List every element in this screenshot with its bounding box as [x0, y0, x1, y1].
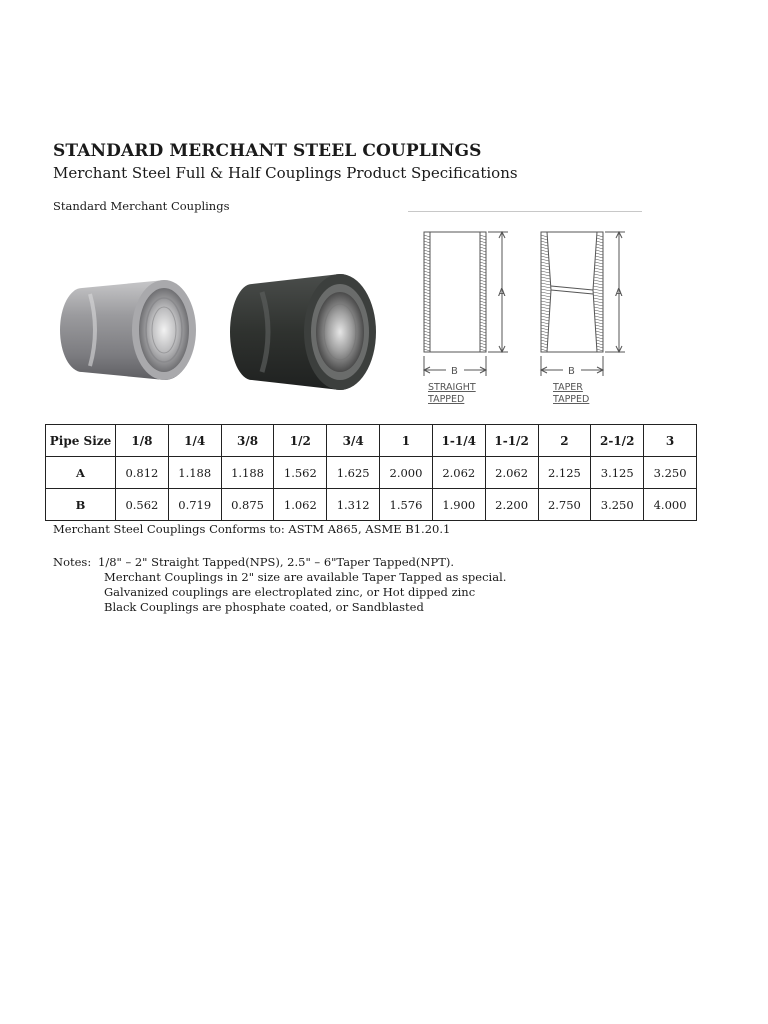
table-cell: 1.576 — [380, 489, 433, 521]
thread-line — [541, 280, 550, 282]
thread-line — [480, 349, 486, 351]
taper-dim-b-label: B — [568, 366, 575, 377]
thread-line — [424, 331, 430, 333]
table-header-cell: 2-1/2 — [591, 425, 644, 457]
thread-line — [480, 256, 486, 258]
thread-line — [541, 343, 548, 345]
thread-line — [480, 304, 486, 306]
table-cell: 0.562 — [116, 489, 169, 521]
thread-line — [480, 340, 486, 342]
thread-line — [597, 346, 603, 348]
thread-line — [480, 334, 486, 336]
thread-line — [595, 328, 603, 330]
thread-line — [595, 262, 603, 264]
thread-line — [541, 331, 548, 333]
section-label: Standard Merchant Couplings — [53, 199, 230, 213]
thread-line — [480, 301, 486, 303]
table-cell: 2.062 — [485, 457, 538, 489]
thread-line — [424, 325, 430, 327]
thread-line — [541, 274, 550, 276]
thread-line — [541, 235, 547, 237]
thread-line — [594, 280, 603, 282]
thread-line — [424, 238, 430, 240]
thread-line — [424, 283, 430, 285]
thread-line — [424, 301, 430, 303]
table-header-cell: 3 — [644, 425, 697, 457]
thread-line — [541, 349, 547, 351]
thread-line — [480, 283, 486, 285]
thread-line — [424, 334, 430, 336]
page-subtitle: Merchant Steel Full & Half Couplings Product Specifications — [53, 164, 518, 182]
table-cell: 0.875 — [221, 489, 274, 521]
table-cell: 0.812 — [116, 457, 169, 489]
thread-line — [480, 244, 486, 246]
thread-line — [424, 280, 430, 282]
note-line: Black Couplings are phosphate coated, or Sandblasted — [104, 600, 424, 614]
thread-line — [541, 277, 550, 279]
table-header-cell: 1/2 — [274, 425, 327, 457]
thread-line — [480, 298, 486, 300]
thread-line — [541, 322, 549, 324]
thread-line — [424, 313, 430, 315]
thread-line — [424, 346, 430, 348]
thread-line — [541, 271, 550, 273]
thread-line — [424, 289, 430, 291]
thread-line — [480, 289, 486, 291]
table-cell: 1.188 — [221, 457, 274, 489]
note-line: Merchant Couplings in 2" size are available Taper Tapped as special. — [104, 570, 507, 584]
table-cell: 3.250 — [644, 457, 697, 489]
thread-line — [541, 250, 548, 252]
thread-line — [480, 316, 486, 318]
table-cell: 1.900 — [432, 489, 485, 521]
thread-line — [541, 244, 548, 246]
thread-line — [595, 319, 603, 321]
thread-line — [596, 343, 603, 345]
thread-line — [541, 346, 547, 348]
table-header-cell: Pipe Size — [46, 425, 116, 457]
table-header-cell: 3/8 — [221, 425, 274, 457]
thread-line — [480, 277, 486, 279]
thread-line — [541, 259, 549, 261]
thread-line — [541, 241, 548, 243]
thread-line — [480, 307, 486, 309]
thread-line — [541, 238, 547, 240]
table-row-label: A — [46, 457, 116, 489]
table-cell: 3.250 — [591, 489, 644, 521]
thread-line — [424, 265, 430, 267]
table-cell: 2.062 — [432, 457, 485, 489]
straight-caption-1: STRAIGHT — [428, 382, 476, 393]
thread-line — [594, 277, 603, 279]
thread-line — [424, 340, 430, 342]
thread-line — [541, 253, 548, 255]
straight-dim-b-label: B — [451, 366, 458, 377]
thread-line — [541, 298, 550, 300]
thread-line — [541, 304, 550, 306]
diagram-divider — [408, 211, 642, 212]
thread-line — [541, 340, 548, 342]
thread-line — [480, 271, 486, 273]
thread-line — [480, 343, 486, 345]
thread-line — [595, 322, 603, 324]
thread-line — [424, 277, 430, 279]
table-cell: 2.125 — [538, 457, 591, 489]
thread-line — [593, 295, 603, 297]
table-cell: 1.188 — [168, 457, 221, 489]
thread-line — [424, 286, 430, 288]
thread-line — [541, 328, 549, 330]
table-header-cell: 1-1/4 — [432, 425, 485, 457]
thread-line — [541, 268, 549, 270]
note-line: 1/8" – 2" Straight Tapped(NPS), 2.5" – 6"Taper Tapped(NPT). — [98, 555, 455, 569]
thread-line — [596, 247, 603, 249]
thread-line — [424, 343, 430, 345]
thread-line — [594, 307, 603, 309]
thread-line — [480, 250, 486, 252]
thread-line — [424, 253, 430, 255]
thread-line — [593, 286, 603, 288]
thread-line — [480, 292, 486, 294]
thread-line — [480, 268, 486, 270]
notes-label: Notes: — [53, 555, 92, 569]
thread-line — [424, 274, 430, 276]
thread-line — [424, 319, 430, 321]
straight-tapped-diagram — [418, 224, 518, 410]
thread-line — [541, 316, 549, 318]
thread-line — [480, 238, 486, 240]
table-cell: 3.125 — [591, 457, 644, 489]
thread-line — [424, 262, 430, 264]
thread-line — [424, 337, 430, 339]
thread-line — [593, 289, 603, 291]
thread-line — [541, 313, 550, 315]
thread-line — [480, 310, 486, 312]
thread-line — [541, 301, 550, 303]
thread-line — [480, 253, 486, 255]
black-coupling-image — [228, 268, 380, 396]
thread-line — [480, 313, 486, 315]
thread-line — [424, 295, 430, 297]
conformance-statement: Merchant Steel Couplings Conforms to: ASTM A865, ASME B1.20.1 — [53, 522, 451, 536]
thread-line — [480, 241, 486, 243]
thread-line — [596, 334, 603, 336]
thread-line — [594, 298, 603, 300]
table-row — [46, 489, 697, 521]
thread-line — [541, 319, 549, 321]
thread-line — [424, 292, 430, 294]
table-header-cell: 1/4 — [168, 425, 221, 457]
thread-line — [480, 286, 486, 288]
thread-line — [596, 244, 603, 246]
thread-line — [595, 316, 603, 318]
table-header-cell: 1/8 — [116, 425, 169, 457]
thread-line — [595, 268, 603, 270]
galvanized-coupling-image — [60, 274, 200, 389]
thread-line — [597, 349, 603, 351]
thread-line — [541, 262, 549, 264]
thread-line — [541, 289, 551, 291]
thread-line — [424, 241, 430, 243]
thread-line — [596, 253, 603, 255]
thread-line — [593, 283, 603, 285]
thread-line — [480, 331, 486, 333]
thread-line — [424, 310, 430, 312]
thread-line — [480, 280, 486, 282]
thread-line — [480, 247, 486, 249]
thread-line — [480, 295, 486, 297]
thread-line — [595, 256, 603, 258]
thread-line — [424, 271, 430, 273]
thread-line — [594, 310, 603, 312]
thread-line — [424, 244, 430, 246]
thread-line — [541, 325, 549, 327]
thread-line — [541, 295, 551, 297]
thread-line — [594, 274, 603, 276]
thread-line — [424, 259, 430, 261]
table-header-cell: 1 — [380, 425, 433, 457]
thread-line — [541, 265, 549, 267]
table-header-cell: 3/4 — [327, 425, 380, 457]
thread-line — [595, 259, 603, 261]
thread-line — [596, 241, 603, 243]
thread-line — [541, 292, 551, 294]
thread-line — [480, 235, 486, 237]
thread-line — [594, 301, 603, 303]
thread-line — [594, 271, 603, 273]
straight-caption-2: TAPPED — [428, 394, 465, 405]
thread-line — [541, 286, 551, 288]
table-cell: 1.625 — [327, 457, 380, 489]
thread-line — [596, 337, 603, 339]
thread-line — [595, 325, 603, 327]
thread-line — [480, 346, 486, 348]
thread-line — [424, 256, 430, 258]
thread-line — [596, 331, 603, 333]
thread-line — [424, 247, 430, 249]
thread-line — [424, 298, 430, 300]
taper-caption-1: TAPER — [553, 382, 583, 393]
table-cell: 1.562 — [274, 457, 327, 489]
thread-line — [424, 307, 430, 309]
thread-line — [541, 283, 551, 285]
thread-line — [541, 310, 550, 312]
table-header-cell: 2 — [538, 425, 591, 457]
thread-line — [597, 235, 603, 237]
table-header-row — [46, 425, 697, 457]
thread-line — [424, 304, 430, 306]
thread-line — [480, 322, 486, 324]
thread-line — [424, 250, 430, 252]
thread-line — [541, 247, 548, 249]
thread-line — [541, 307, 550, 309]
thread-line — [480, 337, 486, 339]
thread-line — [480, 259, 486, 261]
taper-caption-2: TAPPED — [553, 394, 590, 405]
thread-line — [424, 322, 430, 324]
thread-line — [424, 328, 430, 330]
table-row — [46, 457, 697, 489]
coupling-spec-table — [45, 424, 697, 521]
taper-tapped-diagram — [535, 224, 635, 410]
thread-line — [424, 268, 430, 270]
taper-dim-a-label: A — [615, 286, 623, 299]
straight-dim-a-label: A — [498, 286, 506, 299]
thread-line — [594, 304, 603, 306]
thread-line — [424, 316, 430, 318]
table-cell: 1.062 — [274, 489, 327, 521]
thread-line — [480, 262, 486, 264]
thread-line — [424, 235, 430, 237]
table-cell: 2.200 — [485, 489, 538, 521]
table-cell: 2.750 — [538, 489, 591, 521]
thread-line — [541, 256, 549, 258]
thread-line — [424, 349, 430, 351]
thread-line — [596, 250, 603, 252]
thread-line — [480, 319, 486, 321]
thread-line — [480, 328, 486, 330]
thread-line — [595, 265, 603, 267]
thread-line — [541, 334, 548, 336]
page-title: STANDARD MERCHANT STEEL COUPLINGS — [53, 141, 482, 161]
table-cell: 4.000 — [644, 489, 697, 521]
thread-line — [480, 325, 486, 327]
thread-line — [480, 265, 486, 267]
thread-line — [594, 313, 603, 315]
note-line: Galvanized couplings are electroplated zinc, or Hot dipped zinc — [104, 585, 476, 599]
table-cell: 0.719 — [168, 489, 221, 521]
table-cell: 2.000 — [380, 457, 433, 489]
thread-line — [480, 274, 486, 276]
thread-line — [541, 337, 548, 339]
thread-line — [597, 238, 603, 240]
table-row-label: B — [46, 489, 116, 521]
thread-line — [596, 340, 603, 342]
thread-line — [593, 292, 603, 294]
table-cell: 1.312 — [327, 489, 380, 521]
table-header-cell: 1-1/2 — [485, 425, 538, 457]
